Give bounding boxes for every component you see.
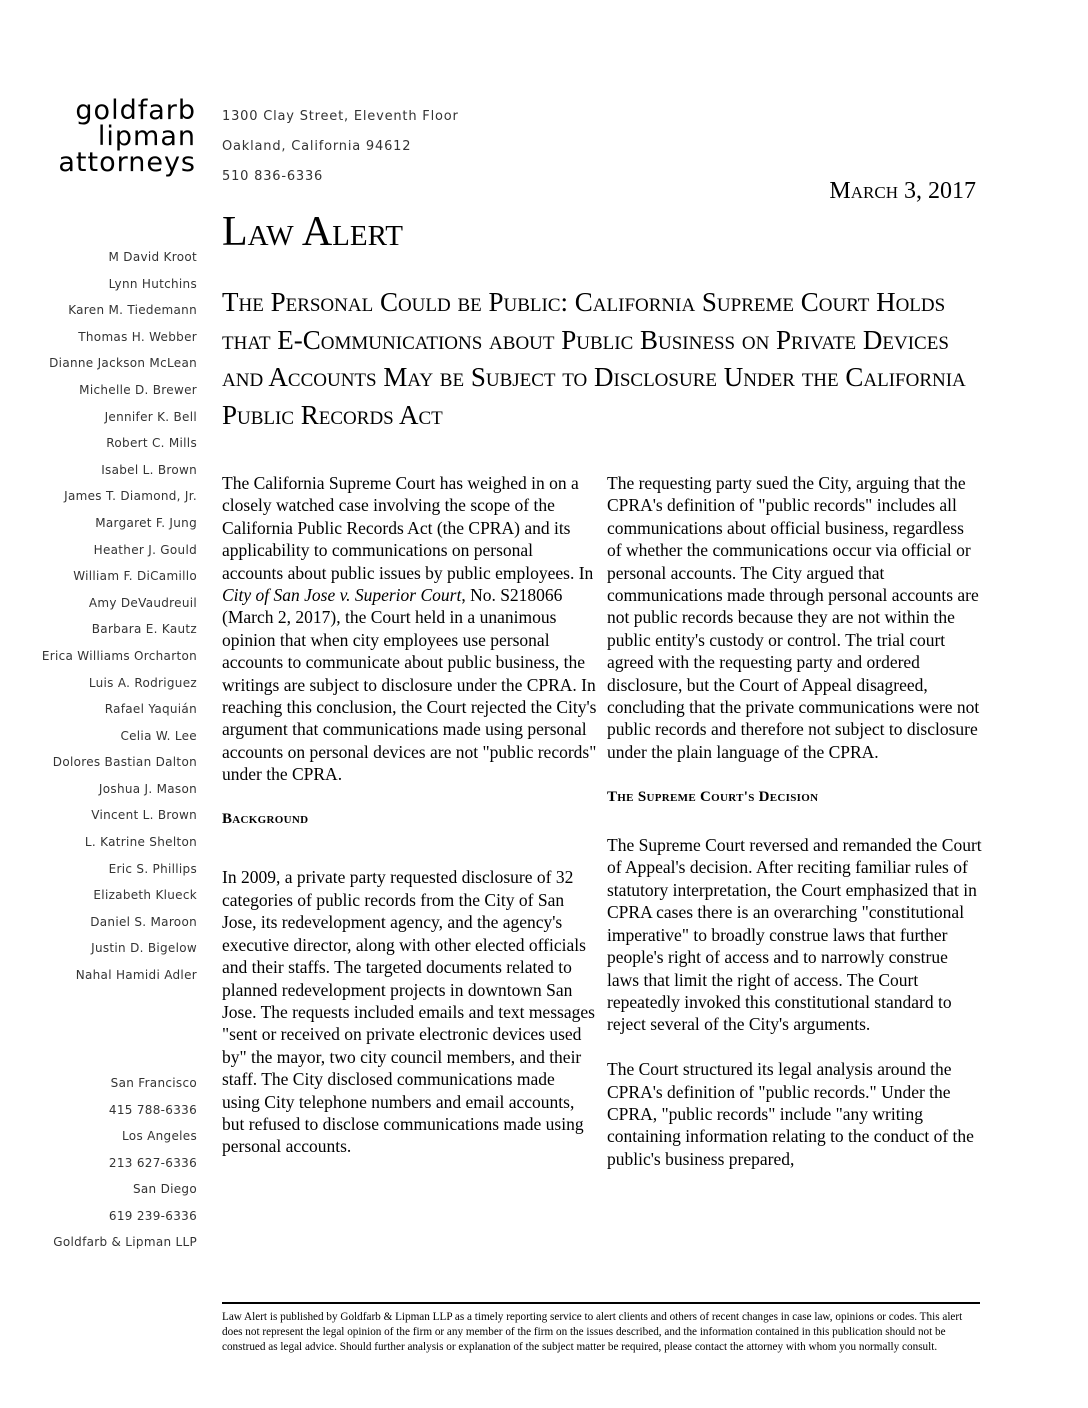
office-phone-los-angeles: 213 627-6336 bbox=[108, 1155, 197, 1170]
logo-line-attorneys: attorneys bbox=[58, 147, 196, 178]
intro-paragraph bbox=[222, 472, 597, 786]
attorney-name: James T. Diamond, Jr. bbox=[64, 489, 197, 504]
article-headline: The Personal Could be Public: California Supreme Court Holds that E-Communications about Public Business on Private Devices and Accounts May be Subject to Disclosure Under the California Public Records Act bbox=[222, 287, 966, 430]
attorney-name: Vincent L. Brown bbox=[91, 808, 197, 823]
decision-paragraph: The Supreme Court reversed and remanded the Court of Appeal's decision. After reciting familiar rules of statutory interpretation, the Court emphasized that in CPRA cases there is an overarching "constitutional imperative" to broadly construe laws that further people's right of access and to narrowly construe laws that limit the right of access. The Court repeatedly invoked this constitutional standard to reject several of the City's arguments. bbox=[607, 835, 982, 1035]
office-city-san-francisco: San Francisco bbox=[110, 1076, 197, 1090]
address-city: Oakland, California 94612 bbox=[222, 139, 412, 154]
attorney-name: Robert C. Mills bbox=[106, 436, 197, 451]
office-phone-san-francisco: 415 788-6336 bbox=[108, 1102, 197, 1117]
right-column bbox=[607, 472, 982, 1193]
decision-heading: The Supreme Court's Decision bbox=[607, 788, 819, 805]
attorney-name: Karen M. Tiedemann bbox=[68, 303, 197, 318]
attorney-name: Isabel L. Brown bbox=[101, 462, 197, 477]
firm-name: Goldfarb & Lipman LLP bbox=[53, 1235, 197, 1249]
office-city-san-diego: San Diego bbox=[132, 1182, 197, 1196]
attorney-name: Dianne Jackson McLean bbox=[49, 356, 197, 371]
attorney-name: Joshua J. Mason bbox=[98, 781, 197, 796]
attorney-list bbox=[0, 244, 197, 989]
attorney-name: Celia W. Lee bbox=[120, 728, 197, 743]
intro-text-1: The California Supreme Court has weighed in on a closely watched case involving the scope of the California Public Records Act (the CPRA) and its applicability to communications on personal accounts about public issues by public employees. In bbox=[222, 473, 594, 583]
attorney-name: Thomas H. Webber bbox=[78, 329, 197, 344]
alert-title: Law Alert bbox=[222, 209, 403, 255]
logo-line-goldfarb: goldfarb bbox=[75, 95, 196, 126]
disclaimer-footer: Law Alert is published by Goldfarb & Lipman LLP as a timely reporting service to alert clients and others of recent changes in case law, opinions or codes. This alert does not represent the legal opinion of the firm or any member of the firm on the issues described, and the information contained in this publication should not be construed as legal advice. Should further analysis or explanation of the subject matter be required, please contact the attorney with whom you normally consult. bbox=[222, 1302, 980, 1354]
address-phone: 510 836-6336 bbox=[222, 169, 324, 184]
attorney-name: Elizabeth Klueck bbox=[93, 888, 197, 903]
office-phone-san-diego: 619 239-6336 bbox=[108, 1208, 197, 1223]
firm-logo bbox=[40, 95, 196, 178]
address-street: 1300 Clay Street, Eleventh Floor bbox=[222, 109, 459, 124]
intro-text-2: , No. S218066 (March 2, 2017), the Court held in a unanimous opinion that when city employees use personal accounts to communicate about public business, the writings are subject to disclosure under the CPRA. In reaching this conclusion, the Court rejected the City's argument that communications made using personal accounts on personal devices are not "public records" under the CPRA. bbox=[222, 585, 597, 785]
case-name: City of San Jose v. Superior Court bbox=[222, 585, 462, 606]
logo-line-lipman: lipman bbox=[97, 121, 196, 152]
background-paragraph: In 2009, a private party requested disclosure of 32 categories of public records from the City of San Jose, its redevelopment agency, and the agency's executive director, along with other elected officials and their staffs. The targeted documents related to planned redevelopment projects in downtown San Jose. The requests included emails and text messages "sent or received on private electronic devices used by" the mayor, two city council members, and their staff. The City disclosed communications made using City telephone numbers and email accounts, but refused to disclose communications made using personal accounts. bbox=[222, 867, 595, 1157]
attorney-name: Erica Williams Orcharton bbox=[41, 648, 197, 663]
attorney-name: Justin D. Bigelow bbox=[91, 941, 197, 956]
attorney-name: Jennifer K. Bell bbox=[104, 409, 197, 424]
office-city-los-angeles: Los Angeles bbox=[122, 1129, 197, 1143]
office-list bbox=[0, 1070, 197, 1256]
lawsuit-paragraph: The requesting party sued the City, arguing that the CPRA's definition of "public records" includes all communications about official business, regardless of whether the communications occur via official or personal accounts. The City argued that communications made through personal accounts are not public records because they are not within the public entity's custody or control. The trial court agreed with the requesting party and ordered disclosure, but the Court of Appeal disagreed, concluding that the private communications were not public records and therefore not subject to disclosure under the plain language of the CPRA. bbox=[607, 473, 980, 762]
attorney-name: M David Kroot bbox=[108, 250, 197, 264]
attorney-name: William F. DiCamillo bbox=[73, 569, 197, 584]
attorney-name: Barbara E. Kautz bbox=[91, 622, 197, 637]
attorney-name: Nahal Hamidi Adler bbox=[75, 968, 197, 983]
attorney-name: Heather J. Gould bbox=[93, 542, 197, 557]
attorney-name: Rafael Yaquián bbox=[104, 702, 197, 717]
attorney-name: Daniel S. Maroon bbox=[90, 914, 197, 929]
attorney-name: Amy DeVaudreuil bbox=[88, 595, 197, 610]
background-heading: Background bbox=[222, 811, 309, 828]
alert-date: March 3, 2017 bbox=[829, 178, 976, 204]
attorney-name: L. Katrine Shelton bbox=[84, 835, 197, 850]
left-column bbox=[222, 472, 597, 1180]
attorney-name: Luis A. Rodriguez bbox=[88, 675, 197, 690]
attorney-name: Margaret F. Jung bbox=[95, 515, 197, 530]
analysis-paragraph: The Court structured its legal analysis around the CPRA's definition of "public records." Under the CPRA, "public records" include "any writing containing information relating to the conduct of the public's business prepared, bbox=[607, 1059, 974, 1169]
attorney-name: Dolores Bastian Dalton bbox=[52, 755, 197, 770]
attorney-name: Michelle D. Brewer bbox=[79, 382, 197, 397]
attorney-name: Eric S. Phillips bbox=[108, 861, 197, 876]
firm-address bbox=[222, 102, 459, 192]
attorney-name: Lynn Hutchins bbox=[108, 276, 197, 291]
